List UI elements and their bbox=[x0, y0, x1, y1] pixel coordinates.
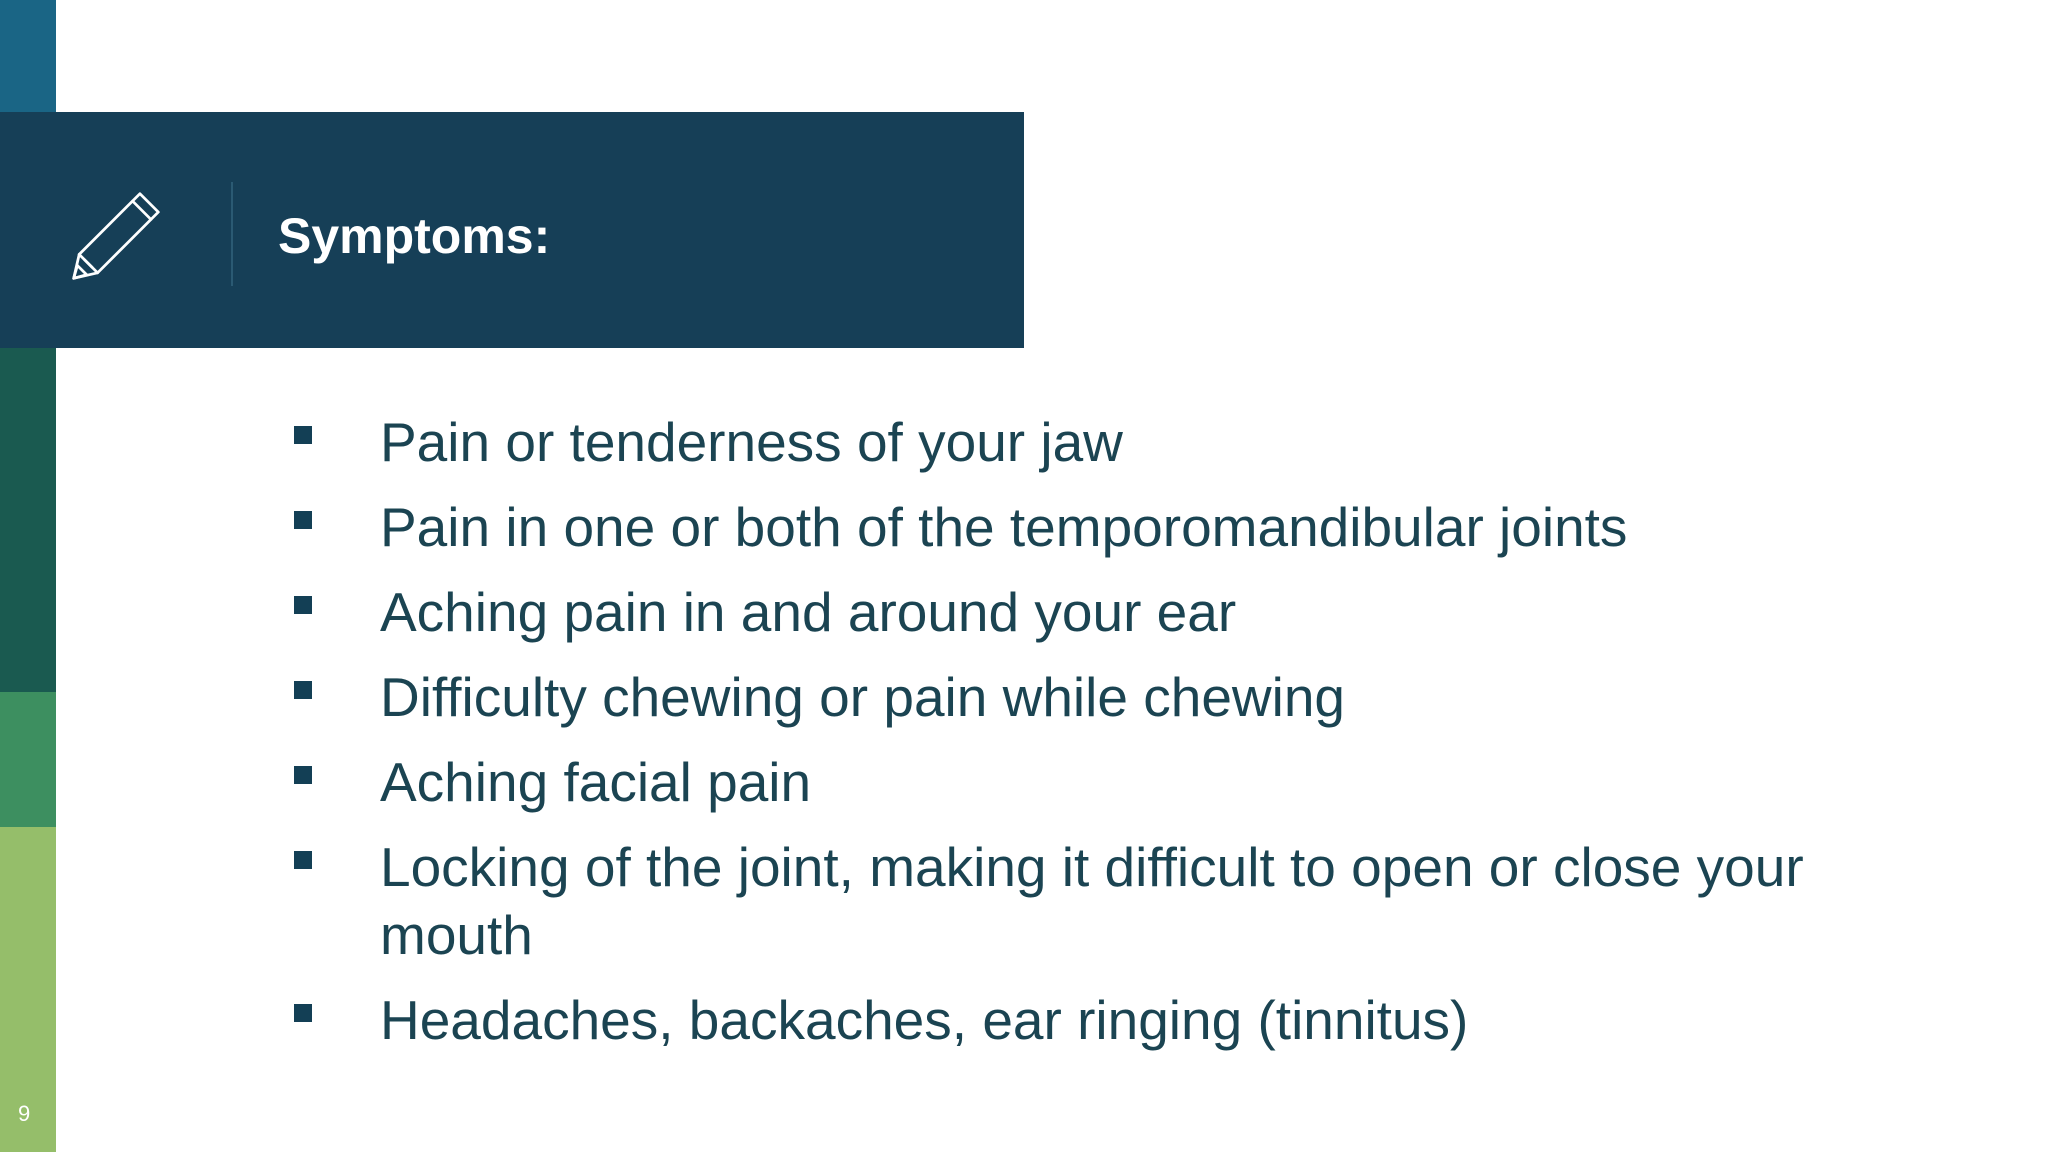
list-item-text: Pain in one or both of the temporomandibular joints bbox=[380, 496, 1628, 558]
symptom-list bbox=[290, 408, 1910, 1071]
header-divider bbox=[231, 182, 233, 286]
list-item bbox=[290, 663, 1910, 731]
list-item bbox=[290, 408, 1910, 476]
pencil-icon bbox=[70, 190, 162, 282]
list-item-text: Aching facial pain bbox=[380, 751, 812, 813]
list-item bbox=[290, 748, 1910, 816]
list-item bbox=[290, 578, 1910, 646]
list-item bbox=[290, 986, 1910, 1054]
list-item bbox=[290, 493, 1910, 561]
list-item-text: Locking of the joint, making it difficult to open or close your mouth bbox=[380, 836, 1804, 966]
bullet-square-icon bbox=[294, 511, 312, 529]
list-item bbox=[290, 833, 1910, 969]
slide-title: Symptoms: bbox=[278, 208, 551, 264]
bullet-square-icon bbox=[294, 596, 312, 614]
bullet-square-icon bbox=[294, 1004, 312, 1022]
list-item-text: Pain or tenderness of your jaw bbox=[380, 411, 1123, 473]
bullet-square-icon bbox=[294, 426, 312, 444]
bullet-square-icon bbox=[294, 851, 312, 869]
list-item-text: Difficulty chewing or pain while chewing bbox=[380, 666, 1346, 728]
stripe-segment-1 bbox=[0, 0, 56, 112]
stripe-segment-3 bbox=[0, 348, 56, 692]
slide-number: 9 bbox=[18, 1101, 31, 1126]
stripe-segment-4 bbox=[0, 692, 56, 827]
bullet-square-icon bbox=[294, 766, 312, 784]
bullet-square-icon bbox=[294, 681, 312, 699]
list-item-text: Aching pain in and around your ear bbox=[380, 581, 1237, 643]
list-item-text: Headaches, backaches, ear ringing (tinnitus) bbox=[380, 989, 1469, 1051]
